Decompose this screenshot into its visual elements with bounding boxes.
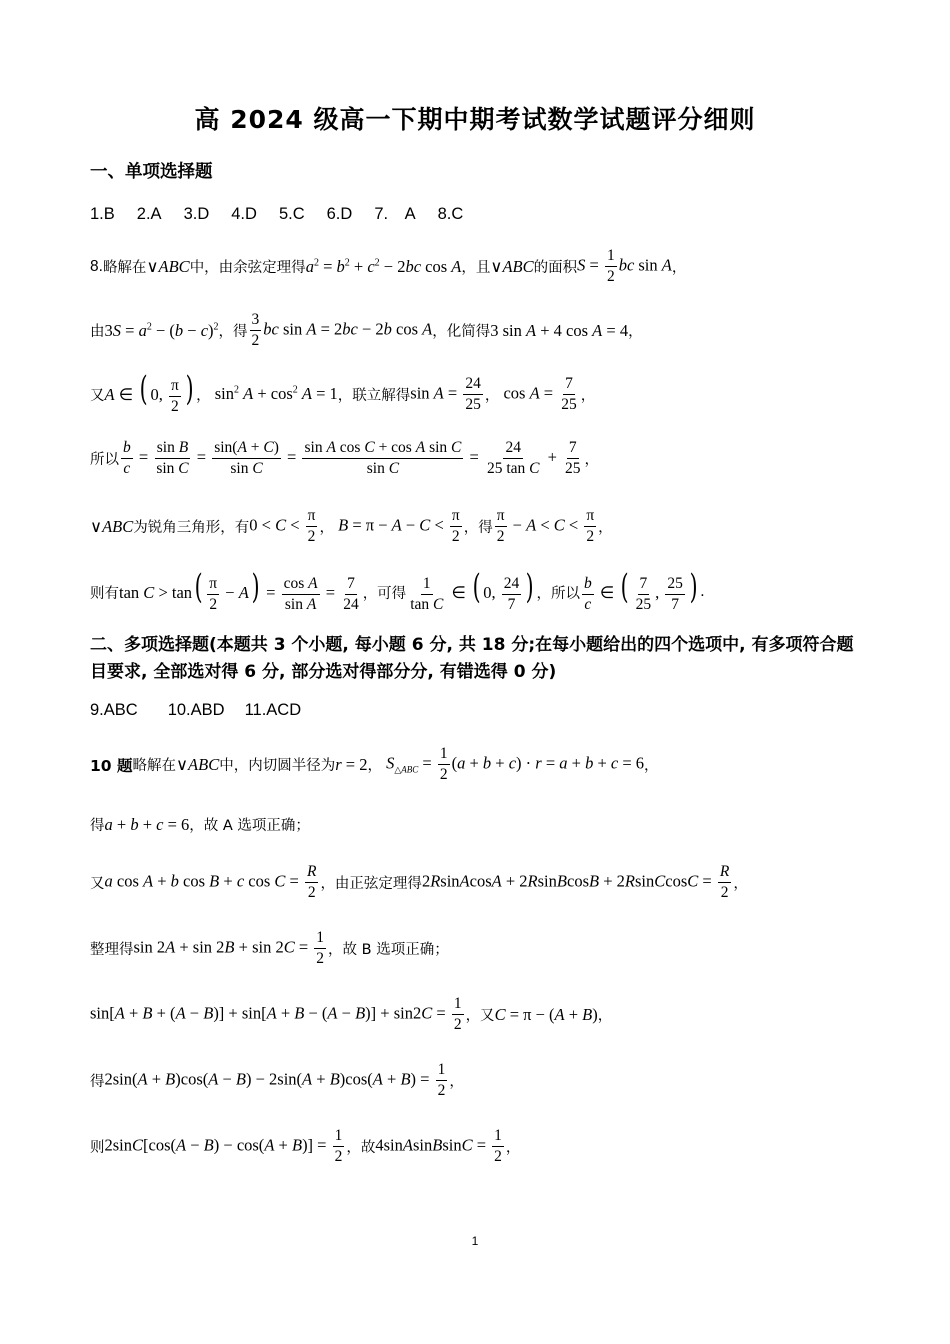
math: B = π − A − C < $\frac{\pi}{2}$ <box>338 507 460 545</box>
answer-list-multi-choice <box>90 701 323 720</box>
q10-line-6 <box>90 1060 464 1101</box>
text: ， <box>505 1140 521 1156</box>
math: $S_{\triangle ABC}$ = $\frac{1}{2}$ (a + b + c) · r = a + b + c = 6 <box>386 745 645 783</box>
math: ∨ABC <box>490 256 534 276</box>
text: ， <box>628 324 643 340</box>
answer-item: 8.C <box>437 205 464 223</box>
math: $\frac{1}{\text{tan C}}$ ∈ ( 0, $\frac{24}{7}$ ) <box>410 567 534 613</box>
text: 所以 <box>90 452 119 468</box>
math: $\frac{\pi}{2}$ − A < C < $\frac{\pi}{2}$ <box>496 507 595 545</box>
math: S = $\frac{1}{2}$ bc sin A <box>577 247 672 285</box>
text: ，联立解得 <box>337 387 411 404</box>
math: 4sinAsinBsinC = $\frac{1}{2}$ <box>375 1127 502 1165</box>
text: ，化简得 <box>432 324 491 340</box>
q10-line-7 <box>90 1126 520 1167</box>
q8-line-6 <box>90 567 705 615</box>
text: . <box>700 584 705 601</box>
text: ，故 <box>346 1140 376 1156</box>
question-number: 10 题 <box>90 756 133 775</box>
text: 又 <box>90 387 105 404</box>
answer-item: 10.ABD <box>167 701 225 719</box>
answer-list-single-choice <box>90 200 485 224</box>
math: 2RsinAcosA + 2RsinBcosB + 2RsinCcosC = $\frac{R}{2}$ <box>421 863 730 901</box>
text: ，得 <box>218 324 248 340</box>
math: 3 sin A + 4 cos A = 4 <box>490 320 629 340</box>
math: sin[A + B + (A − B)] + sin[A + B − (A − B)] + sin2C = $\frac{1}{2}$ <box>90 995 462 1033</box>
q8-line-5 <box>90 506 613 547</box>
q8-line-4 <box>90 438 599 479</box>
section-heading-single-choice: 一、单项选择题 <box>90 162 213 182</box>
answer-item: 1.B <box>90 205 115 223</box>
answer-item: 4.D <box>231 205 257 223</box>
math: a cos A + b cos B + c cos C = $\frac{R}{2}$ <box>104 863 317 901</box>
text: ， <box>644 758 659 774</box>
math: sin 2A + sin 2B + sin 2C = $\frac{1}{2}$ <box>133 929 325 967</box>
answer-item: 3.D <box>183 205 210 223</box>
math: tan C > tan( $\frac{\pi}{2}$ − A) = $\frac{\text{cos A}}{\text{sin A}}$ = $\frac{7}{24}$ <box>119 567 359 613</box>
page-title: 高 2024 级高一下期中期考试数学试题评分细则 <box>194 105 756 134</box>
question-number: 8. <box>90 257 103 275</box>
math: A ∈ ( 0, $\frac{\pi}{2}$ ) <box>104 369 194 415</box>
text: 整理得 <box>90 942 134 958</box>
math: 0 < C < $\frac{\pi}{2}$ <box>249 507 316 545</box>
math: r = 2 <box>335 754 368 774</box>
text: 为锐角三角形，有 <box>133 520 250 536</box>
math: $3S = a^2 - (b - c)^2$ <box>104 320 219 340</box>
math: cos A = $\frac{7}{25}$ <box>499 374 577 413</box>
text: 中，内切圆半径为 <box>219 758 336 774</box>
text: ， <box>367 758 382 774</box>
text: ， <box>484 387 500 404</box>
text: ， <box>671 260 687 276</box>
q8-line-2 <box>90 310 643 351</box>
math: ∨ABC <box>175 754 220 774</box>
math: 2sin(A + B)cos(A − B) − 2sin(A + B)cos(A + B) = $\frac{1}{2}$ <box>104 1061 446 1099</box>
section-heading-multi-choice: 二、多项选择题(本题共 3 个小题, 每小题 6 分, 共 18 分;在每小题给出的四个选项中, 有多项符合题目要求, 全部选对得 6 分, 部分选对得部分分, 有错选得 0 分) <box>90 635 854 682</box>
answer-item: 7. A <box>374 205 416 223</box>
text: 得 <box>90 818 105 834</box>
answer-item: 5.C <box>278 205 305 223</box>
q10-line-2 <box>90 814 310 835</box>
q10-line-4 <box>90 928 449 969</box>
math: sin A = $\frac{24}{25}$ <box>410 374 481 413</box>
text: ，所以 <box>536 585 580 602</box>
page-number: 1 <box>471 1234 479 1248</box>
text: ， <box>733 876 748 892</box>
math: $\frac{3}{2}$ bc sin A = 2bc − 2b cos A <box>251 311 433 349</box>
text: ， <box>580 387 596 404</box>
math: ∨ABC <box>146 256 190 276</box>
math: C = π − (A + B) <box>494 1004 598 1024</box>
q8-line-1 <box>90 246 686 287</box>
text: 又 <box>90 876 105 892</box>
text: ，故 A 选项正确； <box>189 818 310 834</box>
answer-item: 9.ABC <box>90 701 138 719</box>
q8-line-3 <box>90 369 596 417</box>
math: 2sinC[cos(A − B) − cos(A + B)] = $\frac{1}{2}$ <box>104 1127 343 1165</box>
math: a + b + c = 6 <box>104 814 190 834</box>
text: ， <box>319 520 334 536</box>
text: ，又 <box>465 1008 495 1024</box>
math: $\sin^2 A + \cos^2 A = 1$ <box>210 384 338 404</box>
text: ，由正弦定理得 <box>320 876 422 892</box>
answer-item: 6.D <box>326 205 353 223</box>
text: 略解在 <box>102 260 147 276</box>
text: 得 <box>90 1074 105 1090</box>
q10-line-3 <box>90 862 748 903</box>
text: ， <box>449 1074 464 1090</box>
text: 则 <box>90 1140 105 1156</box>
math: $a^2 = b^2 + c^2 - 2bc$ cos A <box>305 256 462 276</box>
text: 中，由余弦定理得 <box>189 260 306 276</box>
text: ， <box>598 520 613 536</box>
text: ， <box>584 452 600 468</box>
text: ，得 <box>463 520 493 536</box>
answer-item: 2.A <box>136 205 162 223</box>
text: ，故 B 选项正确； <box>328 942 449 958</box>
q10-line-1 <box>90 744 659 785</box>
math: ∨ABC <box>90 516 134 536</box>
text: ，可得 <box>362 585 407 602</box>
text: ，且 <box>461 260 491 276</box>
text: 由 <box>90 324 105 340</box>
answer-item: 11.ACD <box>244 701 302 719</box>
text: 的面积 <box>533 260 578 276</box>
q10-line-5 <box>90 994 612 1035</box>
text: ， <box>597 1008 613 1024</box>
math: $\frac{b}{c}$ = $\frac{\text{sin B}}{\text{sin C}}$ = $\frac{\sin(A + C)}{\text{sin C}}$ = $\frac{\text{sin A cos C + cos A sin C}}{\text{sin C}}$ = $\frac{24}{\text{25 tan C}}$ + $\frac{7}{25}$ <box>123 439 581 477</box>
text: 略解在 <box>132 758 176 774</box>
math: $\frac{b}{c}$ ∈ ( $\frac{7}{25}$ , $\frac{25}{7}$ ) <box>584 567 698 613</box>
text: 则有 <box>90 585 119 602</box>
text: ， <box>196 387 211 404</box>
